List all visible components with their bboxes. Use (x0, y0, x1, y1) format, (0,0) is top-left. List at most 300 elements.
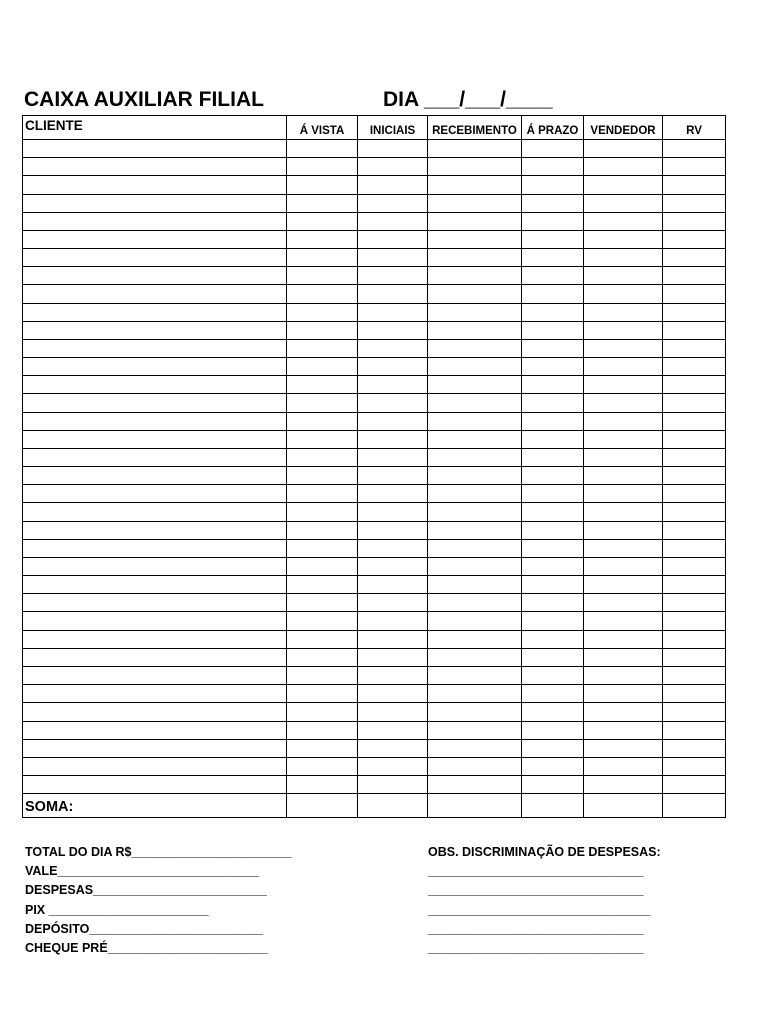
entry-cell[interactable] (522, 776, 584, 794)
entry-cell[interactable] (584, 703, 663, 721)
entry-cell[interactable] (522, 412, 584, 430)
entry-cell[interactable] (358, 757, 428, 775)
entry-cell[interactable] (663, 703, 726, 721)
table-row (23, 776, 726, 794)
entry-cell[interactable] (23, 176, 287, 194)
entry-cell[interactable] (23, 503, 287, 521)
entry-cell[interactable] (584, 285, 663, 303)
entry-cell[interactable] (358, 158, 428, 176)
entry-cell[interactable] (522, 140, 584, 158)
entry-cell[interactable] (287, 394, 358, 412)
table-row (23, 321, 726, 339)
obs-line: _______________________________ (428, 921, 644, 936)
entry-cell[interactable] (358, 739, 428, 757)
entry-cell[interactable] (522, 303, 584, 321)
entry-cell[interactable] (522, 467, 584, 485)
entry-cell[interactable] (23, 376, 287, 394)
entry-cell[interactable] (584, 303, 663, 321)
entry-cell[interactable] (358, 285, 428, 303)
entry-cell[interactable] (663, 430, 726, 448)
entry-cell[interactable] (428, 467, 522, 485)
entry-cell[interactable] (23, 430, 287, 448)
entry-cell[interactable] (522, 703, 584, 721)
entry-cell[interactable] (358, 430, 428, 448)
entry-cell[interactable] (287, 776, 358, 794)
entry-cell[interactable] (23, 485, 287, 503)
entry-cell[interactable] (358, 648, 428, 666)
entry-cell[interactable] (23, 630, 287, 648)
entry-cell[interactable] (428, 630, 522, 648)
table-row (23, 394, 726, 412)
table-row (23, 666, 726, 684)
entry-cell[interactable] (522, 539, 584, 557)
entry-cell[interactable] (663, 612, 726, 630)
date-field-label: DIA ___/___/____ (383, 88, 553, 111)
obs-section (428, 843, 661, 958)
entry-cell[interactable] (522, 394, 584, 412)
entry-cell[interactable] (428, 285, 522, 303)
entry-cell[interactable] (287, 739, 358, 757)
column-header-rv: RV (663, 116, 726, 140)
table-row (23, 594, 726, 612)
entry-cell[interactable] (428, 485, 522, 503)
entry-cell[interactable] (23, 467, 287, 485)
entry-cell[interactable] (287, 721, 358, 739)
entry-cell[interactable] (522, 285, 584, 303)
entry-cell[interactable] (522, 757, 584, 775)
entry-cell[interactable] (287, 539, 358, 557)
obs-line: _______________________________ (428, 864, 644, 879)
entry-cell[interactable] (358, 630, 428, 648)
entry-cell[interactable] (522, 158, 584, 176)
entry-cell[interactable] (663, 630, 726, 648)
totals-section (25, 843, 291, 958)
entry-cell[interactable] (358, 485, 428, 503)
vale-line: VALE_____________________________ (25, 864, 260, 879)
entry-cell[interactable] (522, 230, 584, 248)
entry-cell[interactable] (358, 140, 428, 158)
table-row (23, 576, 726, 594)
entry-cell[interactable] (287, 703, 358, 721)
entry-cell[interactable] (287, 430, 358, 448)
entry-cell[interactable] (287, 249, 358, 267)
entry-cell[interactable] (428, 194, 522, 212)
entry-cell[interactable] (584, 776, 663, 794)
entry-cell[interactable] (584, 448, 663, 466)
entry-cell[interactable] (358, 321, 428, 339)
entry-cell[interactable] (584, 485, 663, 503)
entry-cell[interactable] (584, 539, 663, 557)
entry-cell[interactable] (663, 394, 726, 412)
entry-cell[interactable] (663, 303, 726, 321)
entry-cell[interactable] (428, 448, 522, 466)
entry-cell[interactable] (23, 267, 287, 285)
entry-cell[interactable] (358, 467, 428, 485)
entry-cell[interactable] (584, 521, 663, 539)
form-title: CAIXA AUXILIAR FILIAL (24, 88, 264, 111)
entry-cell[interactable] (287, 339, 358, 357)
entry-cell[interactable] (358, 576, 428, 594)
entry-cell[interactable] (23, 230, 287, 248)
entry-cell[interactable] (584, 630, 663, 648)
table-row (23, 249, 726, 267)
entry-cell[interactable] (23, 140, 287, 158)
entry-cell[interactable] (428, 230, 522, 248)
sum-label: SOMA: (23, 794, 287, 818)
cash-register-table (22, 115, 726, 818)
entry-cell[interactable] (287, 212, 358, 230)
entry-cell[interactable] (358, 212, 428, 230)
entry-cell[interactable] (663, 158, 726, 176)
sum-row (23, 794, 726, 818)
sum-cell (358, 794, 428, 818)
entry-cell[interactable] (358, 194, 428, 212)
entry-cell[interactable] (358, 339, 428, 357)
entry-cell[interactable] (428, 376, 522, 394)
entry-cell[interactable] (663, 576, 726, 594)
entry-cell[interactable] (584, 685, 663, 703)
entry-cell[interactable] (522, 576, 584, 594)
entry-cell[interactable] (663, 267, 726, 285)
entry-cell[interactable] (428, 212, 522, 230)
entry-cell[interactable] (428, 739, 522, 757)
entry-cell[interactable] (522, 666, 584, 684)
entry-cell[interactable] (287, 612, 358, 630)
entry-cell[interactable] (663, 721, 726, 739)
entry-cell[interactable] (522, 721, 584, 739)
entry-cell[interactable] (428, 358, 522, 376)
entry-cell[interactable] (287, 303, 358, 321)
entry-cell[interactable] (23, 448, 287, 466)
entry-cell[interactable] (584, 158, 663, 176)
entry-cell[interactable] (522, 503, 584, 521)
entry-cell[interactable] (663, 285, 726, 303)
entry-cell[interactable] (584, 612, 663, 630)
entry-cell[interactable] (287, 140, 358, 158)
entry-cell[interactable] (358, 557, 428, 575)
entry-cell[interactable] (428, 267, 522, 285)
entry-cell[interactable] (522, 557, 584, 575)
entry-cell[interactable] (584, 430, 663, 448)
entry-cell[interactable] (23, 757, 287, 775)
entry-cell[interactable] (584, 321, 663, 339)
entry-cell[interactable] (287, 557, 358, 575)
table-row (23, 158, 726, 176)
entry-cell[interactable] (358, 394, 428, 412)
table-row (23, 721, 726, 739)
entry-cell[interactable] (287, 358, 358, 376)
obs-title: OBS. DISCRIMINAÇÃO DE DESPESAS: (428, 845, 661, 859)
obs-line: ________________________________ (428, 902, 651, 917)
entry-cell[interactable] (663, 467, 726, 485)
entry-cell[interactable] (663, 503, 726, 521)
entry-cell[interactable] (428, 685, 522, 703)
entry-cell[interactable] (23, 303, 287, 321)
entry-cell[interactable] (584, 739, 663, 757)
entry-cell[interactable] (23, 194, 287, 212)
entry-cell[interactable] (428, 557, 522, 575)
entry-cell[interactable] (358, 412, 428, 430)
entry-cell[interactable] (287, 630, 358, 648)
entry-cell[interactable] (522, 430, 584, 448)
entry-cell[interactable] (23, 158, 287, 176)
entry-cell[interactable] (428, 303, 522, 321)
entry-cell[interactable] (663, 412, 726, 430)
entry-cell[interactable] (358, 666, 428, 684)
entry-cell[interactable] (584, 412, 663, 430)
entry-cell[interactable] (663, 776, 726, 794)
table-row (23, 358, 726, 376)
entry-cell[interactable] (522, 267, 584, 285)
entry-cell[interactable] (522, 358, 584, 376)
entry-cell[interactable] (428, 776, 522, 794)
entry-cell[interactable] (23, 339, 287, 357)
entry-cell[interactable] (663, 230, 726, 248)
entry-cell[interactable] (23, 685, 287, 703)
entry-cell[interactable] (358, 376, 428, 394)
table-row (23, 467, 726, 485)
table-header-row (23, 116, 726, 140)
entry-cell[interactable] (23, 594, 287, 612)
entry-cell[interactable] (663, 539, 726, 557)
entry-cell[interactable] (428, 612, 522, 630)
entry-cell[interactable] (287, 194, 358, 212)
entry-cell[interactable] (584, 467, 663, 485)
entry-cell[interactable] (358, 303, 428, 321)
column-header-cliente: CLIENTE (23, 116, 287, 140)
entry-cell[interactable] (287, 594, 358, 612)
entry-cell[interactable] (287, 412, 358, 430)
entry-cell[interactable] (23, 249, 287, 267)
entry-cell[interactable] (584, 721, 663, 739)
sum-cell (584, 794, 663, 818)
entry-cell[interactable] (522, 321, 584, 339)
entry-cell[interactable] (584, 503, 663, 521)
entry-cell[interactable] (23, 703, 287, 721)
entry-cell[interactable] (663, 666, 726, 684)
entry-cell[interactable] (23, 666, 287, 684)
entry-cell[interactable] (663, 557, 726, 575)
entry-cell[interactable] (287, 503, 358, 521)
entry-cell[interactable] (522, 739, 584, 757)
sum-cell (287, 794, 358, 818)
entry-cell[interactable] (287, 376, 358, 394)
entry-cell[interactable] (358, 503, 428, 521)
entry-cell[interactable] (584, 594, 663, 612)
entry-cell[interactable] (663, 739, 726, 757)
entry-cell[interactable] (584, 394, 663, 412)
entry-cell[interactable] (23, 557, 287, 575)
cheque-pre-line: CHEQUE PRÉ_______________________ (25, 940, 268, 955)
entry-cell[interactable] (428, 339, 522, 357)
entry-cell[interactable] (358, 249, 428, 267)
sum-cell (428, 794, 522, 818)
entry-cell[interactable] (584, 358, 663, 376)
entry-cell[interactable] (287, 757, 358, 775)
entry-cell[interactable] (663, 339, 726, 357)
entry-cell[interactable] (663, 521, 726, 539)
entry-cell[interactable] (358, 703, 428, 721)
entry-cell[interactable] (522, 249, 584, 267)
entry-cell[interactable] (287, 230, 358, 248)
table-row (23, 630, 726, 648)
entry-cell[interactable] (522, 448, 584, 466)
entry-cell[interactable] (584, 648, 663, 666)
entry-cell[interactable] (584, 140, 663, 158)
entry-cell[interactable] (23, 612, 287, 630)
entry-cell[interactable] (23, 576, 287, 594)
entry-cell[interactable] (584, 666, 663, 684)
entry-cell[interactable] (584, 757, 663, 775)
entry-cell[interactable] (358, 776, 428, 794)
obs-line: _______________________________ (428, 940, 644, 955)
entry-cell[interactable] (428, 576, 522, 594)
entry-cell[interactable] (584, 557, 663, 575)
entry-cell[interactable] (522, 648, 584, 666)
entry-cell[interactable] (522, 612, 584, 630)
entry-cell[interactable] (663, 194, 726, 212)
entry-cell[interactable] (287, 285, 358, 303)
entry-cell[interactable] (287, 485, 358, 503)
entry-cell[interactable] (287, 448, 358, 466)
entry-cell[interactable] (428, 412, 522, 430)
entry-cell[interactable] (584, 230, 663, 248)
entry-cell[interactable] (358, 685, 428, 703)
entry-cell[interactable] (584, 212, 663, 230)
entry-cell[interactable] (428, 648, 522, 666)
entry-cell[interactable] (428, 503, 522, 521)
entry-cell[interactable] (23, 648, 287, 666)
entry-cell[interactable] (522, 339, 584, 357)
entry-cell[interactable] (522, 485, 584, 503)
entry-cell[interactable] (23, 412, 287, 430)
entry-cell[interactable] (663, 485, 726, 503)
entry-cell[interactable] (584, 576, 663, 594)
entry-cell[interactable] (358, 176, 428, 194)
entry-cell[interactable] (428, 757, 522, 775)
entry-cell[interactable] (663, 757, 726, 775)
table-row (23, 612, 726, 630)
entry-cell[interactable] (23, 394, 287, 412)
entry-cell[interactable] (287, 267, 358, 285)
entry-cell[interactable] (428, 158, 522, 176)
entry-cell[interactable] (287, 685, 358, 703)
entry-cell[interactable] (428, 394, 522, 412)
entry-cell[interactable] (522, 376, 584, 394)
entry-cell[interactable] (663, 249, 726, 267)
table-row (23, 539, 726, 557)
entry-cell[interactable] (428, 430, 522, 448)
entry-cell[interactable] (663, 648, 726, 666)
entry-cell[interactable] (23, 321, 287, 339)
entry-cell[interactable] (428, 539, 522, 557)
entry-cell[interactable] (428, 666, 522, 684)
entry-cell[interactable] (358, 358, 428, 376)
entry-cell[interactable] (287, 467, 358, 485)
entry-cell[interactable] (522, 212, 584, 230)
table-row (23, 557, 726, 575)
entry-cell[interactable] (522, 194, 584, 212)
entry-cell[interactable] (428, 721, 522, 739)
entry-cell[interactable] (287, 321, 358, 339)
column-header-recebimento: RECEBIMENTO (428, 116, 522, 140)
entry-cell[interactable] (428, 594, 522, 612)
entry-cell[interactable] (663, 358, 726, 376)
entry-cell[interactable] (23, 521, 287, 539)
sum-cell (522, 794, 584, 818)
entry-cell[interactable] (358, 612, 428, 630)
table-row (23, 267, 726, 285)
entry-cell[interactable] (663, 448, 726, 466)
entry-cell[interactable] (358, 521, 428, 539)
entry-cell[interactable] (522, 685, 584, 703)
entry-cell[interactable] (663, 321, 726, 339)
entry-cell[interactable] (428, 176, 522, 194)
entry-cell[interactable] (584, 176, 663, 194)
entry-cell[interactable] (358, 721, 428, 739)
entry-cell[interactable] (23, 358, 287, 376)
entry-cell[interactable] (584, 267, 663, 285)
entry-cell[interactable] (663, 176, 726, 194)
entry-cell[interactable] (287, 176, 358, 194)
entry-cell[interactable] (584, 249, 663, 267)
entry-cell[interactable] (23, 739, 287, 757)
entry-cell[interactable] (428, 703, 522, 721)
entry-cell[interactable] (287, 158, 358, 176)
column-header-iniciais: INICIAIS (358, 116, 428, 140)
entry-cell[interactable] (428, 140, 522, 158)
entry-cell[interactable] (428, 321, 522, 339)
entry-cell[interactable] (584, 339, 663, 357)
entry-cell[interactable] (584, 194, 663, 212)
entry-cell[interactable] (287, 648, 358, 666)
entry-cell[interactable] (522, 521, 584, 539)
entry-cell[interactable] (663, 140, 726, 158)
column-header-a-vista: Á VISTA (287, 116, 358, 140)
entry-cell[interactable] (358, 230, 428, 248)
table-row (23, 648, 726, 666)
entry-cell[interactable] (522, 594, 584, 612)
entry-cell[interactable] (663, 685, 726, 703)
entry-cell[interactable] (358, 448, 428, 466)
entry-cell[interactable] (663, 212, 726, 230)
total-do-dia-line: TOTAL DO DIA R$_______________________ (25, 845, 292, 859)
entry-cell[interactable] (358, 267, 428, 285)
entry-cell[interactable] (23, 285, 287, 303)
entry-cell[interactable] (23, 212, 287, 230)
entry-cell[interactable] (522, 630, 584, 648)
entry-cell[interactable] (358, 594, 428, 612)
table-row (23, 339, 726, 357)
entry-cell[interactable] (23, 539, 287, 557)
entry-cell[interactable] (287, 666, 358, 684)
entry-cell[interactable] (663, 594, 726, 612)
entry-cell[interactable] (428, 521, 522, 539)
entry-cell[interactable] (428, 249, 522, 267)
entry-cell[interactable] (584, 376, 663, 394)
table-row (23, 703, 726, 721)
entry-cell[interactable] (287, 521, 358, 539)
entry-cell[interactable] (663, 376, 726, 394)
entry-cell[interactable] (23, 721, 287, 739)
table-row (23, 757, 726, 775)
table-row (23, 412, 726, 430)
entry-cell[interactable] (287, 576, 358, 594)
entry-cell[interactable] (23, 776, 287, 794)
entry-cell[interactable] (522, 176, 584, 194)
entry-cell[interactable] (358, 539, 428, 557)
table-row (23, 485, 726, 503)
